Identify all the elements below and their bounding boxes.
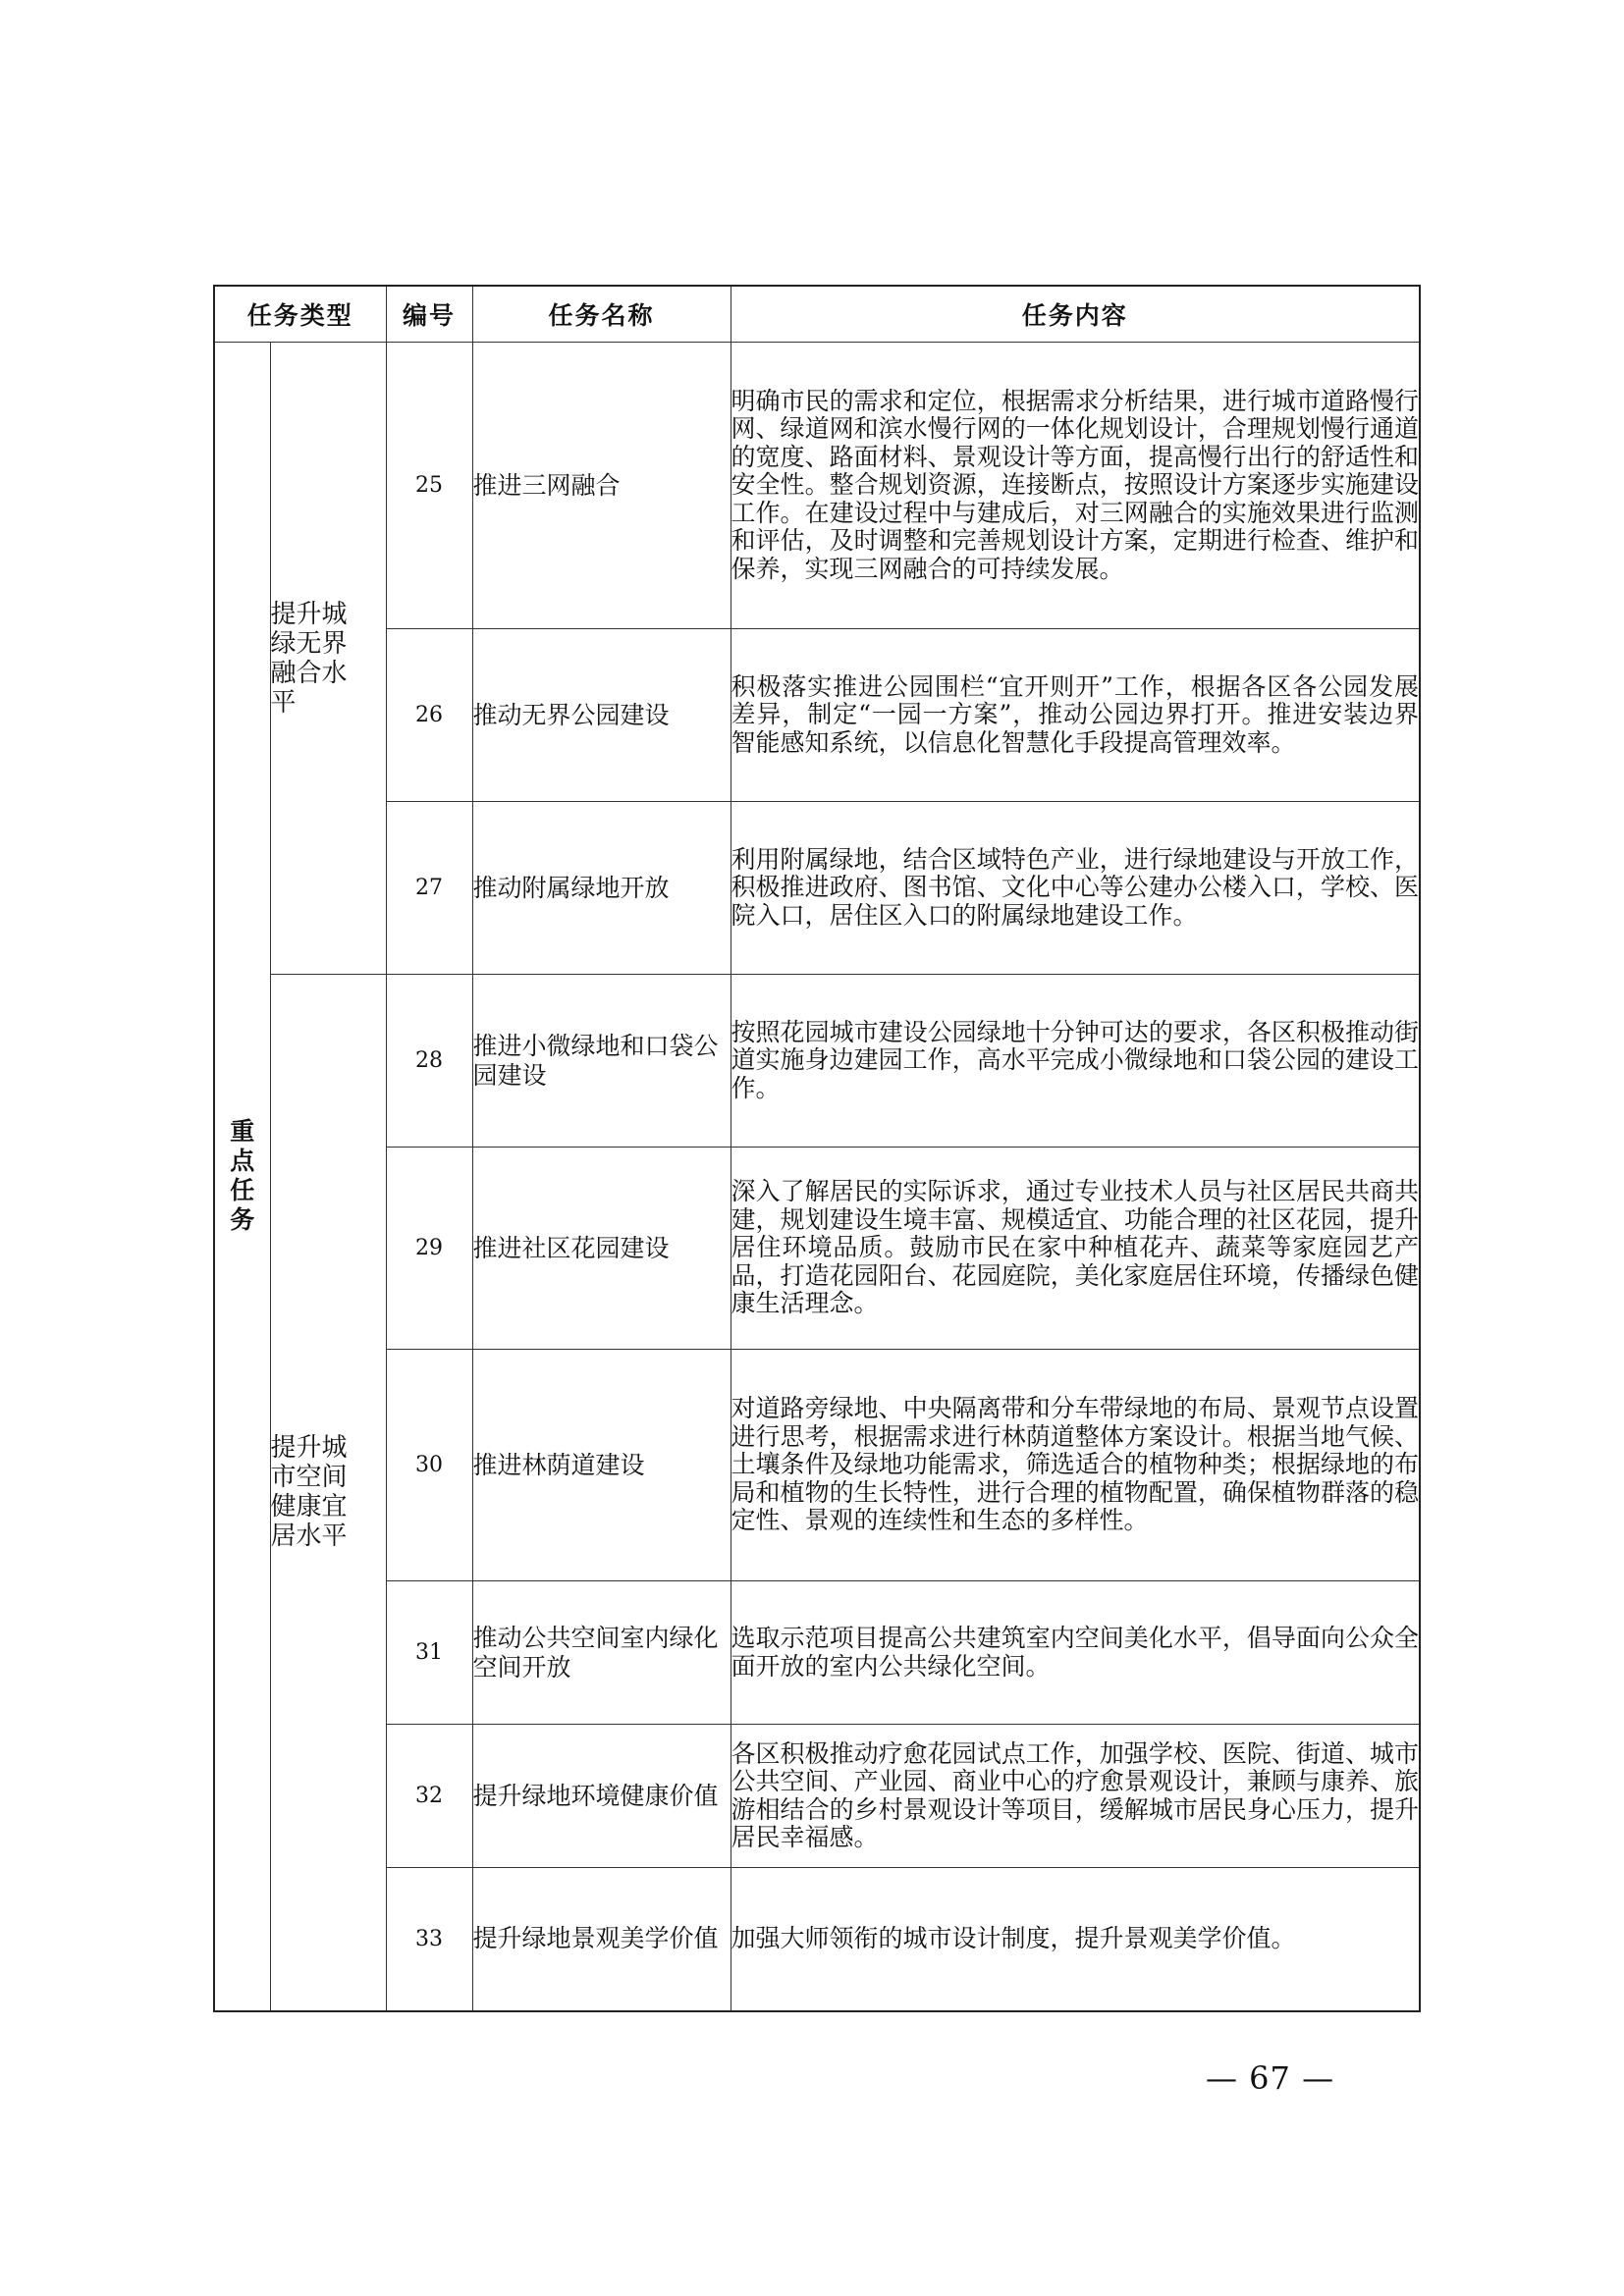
row-number: 27 [386,802,472,975]
table-row [214,1868,1420,2011]
group-label-2: 提升城市空间健康宜居水平 [270,1433,348,1552]
table-row [214,1148,1420,1350]
table-row [214,343,1420,629]
row-number: 29 [386,1148,472,1350]
row-name: 推进林荫道建设 [472,1350,731,1581]
table-row [214,1581,1420,1725]
header-category: 任务类型 [214,286,386,343]
table-row [214,629,1420,802]
row-name: 推动无界公园建设 [472,629,731,802]
row-content: 选取示范项目提高公共建筑室内空间美化水平，倡导面向公众全面开放的室内公共绿化空间。 [731,1581,1420,1725]
group-label-1: 提升城绿无界融合水平 [270,599,348,718]
row-number: 26 [386,629,472,802]
table-row [214,1725,1420,1868]
row-number: 25 [386,343,472,629]
row-content: 深入了解居民的实际诉求，通过专业技术人员与社区居民共商共建，规划建设生境丰富、规模适宜、功能合理的社区花园，提升居住环境品质。鼓励市民在家中种植花卉、蔬菜等家庭园艺产品，打造花园阳台、花园庭院，美化家庭居住环境，传播绿色健康生活理念。 [731,1148,1420,1350]
row-content: 各区积极推动疗愈花园试点工作，加强学校、医院、街道、城市公共空间、产业园、商业中心的疗愈景观设计，兼顾与康养、旅游相结合的乡村景观设计等项目，缓解城市居民身心压力，提升居民幸福感。 [731,1725,1420,1868]
row-number: 33 [386,1868,472,2011]
row-content: 明确市民的需求和定位，根据需求分析结果，进行城市道路慢行网、绿道网和滨水慢行网的一体化规划设计，合理规划慢行通道的宽度、路面材料、景观设计等方面，提高慢行出行的舒适性和安全性。整合规划资源，连接断点，按照设计方案逐步实施建设工作。在建设过程中与建成后，对三网融合的实施效果进行监测和评估，及时调整和完善规划设计方案，定期进行检查、维护和保养，实现三网融合的可持续发展。 [731,343,1420,629]
row-name: 推进社区花园建设 [472,1148,731,1350]
row-number: 32 [386,1725,472,1868]
main-category-label: 重点任务 [230,1117,255,1235]
row-content: 积极落实推进公园围栏“宜开则开”工作，根据各区各公园发展差异，制定“一园一方案”，推动公园边界打开。推进安装边界智能感知系统，以信息化智慧化手段提高管理效率。 [731,629,1420,802]
row-content: 对道路旁绿地、中央隔离带和分车带绿地的布局、景观节点设置进行思考，根据需求进行林荫道整体方案设计。根据当地气候、土壤条件及绿地功能需求，筛选适合的植物种类；根据绿地的布局和植物的生长特性，进行合理的植物配置，确保植物群落的稳定性、景观的连续性和生态的多样性。 [731,1350,1420,1581]
row-name: 推进三网融合 [472,343,731,629]
task-table [213,285,1421,2012]
row-name: 提升绿地景观美学价值 [472,1868,731,2011]
header-content: 任务内容 [731,286,1420,343]
group-cell-1 [270,343,386,975]
main-category-cell [214,343,270,2011]
table-row [214,802,1420,975]
row-number: 28 [386,975,472,1148]
table-row [214,1350,1420,1581]
row-name: 提升绿地环境健康价值 [472,1725,731,1868]
group-cell-2 [270,975,386,2011]
page-number: — 67 — [1206,2059,1335,2097]
row-name: 推动公共空间室内绿化空间开放 [472,1581,731,1725]
row-content: 利用附属绿地，结合区域特色产业，进行绿地建设与开放工作，积极推进政府、图书馆、文化中心等公建办公楼入口，学校、医院入口，居住区入口的附属绿地建设工作。 [731,802,1420,975]
table-row [214,975,1420,1148]
row-content: 加强大师领衔的城市设计制度，提升景观美学价值。 [731,1868,1420,2011]
row-number: 31 [386,1581,472,1725]
row-name: 推进小微绿地和口袋公园建设 [472,975,731,1148]
row-content: 按照花园城市建设公园绿地十分钟可达的要求，各区积极推动街道实施身边建园工作，高水平完成小微绿地和口袋公园的建设工作。 [731,975,1420,1148]
table-header-row [214,286,1420,343]
row-name: 推动附属绿地开放 [472,802,731,975]
row-number: 30 [386,1350,472,1581]
header-name: 任务名称 [472,286,731,343]
header-number: 编号 [386,286,472,343]
